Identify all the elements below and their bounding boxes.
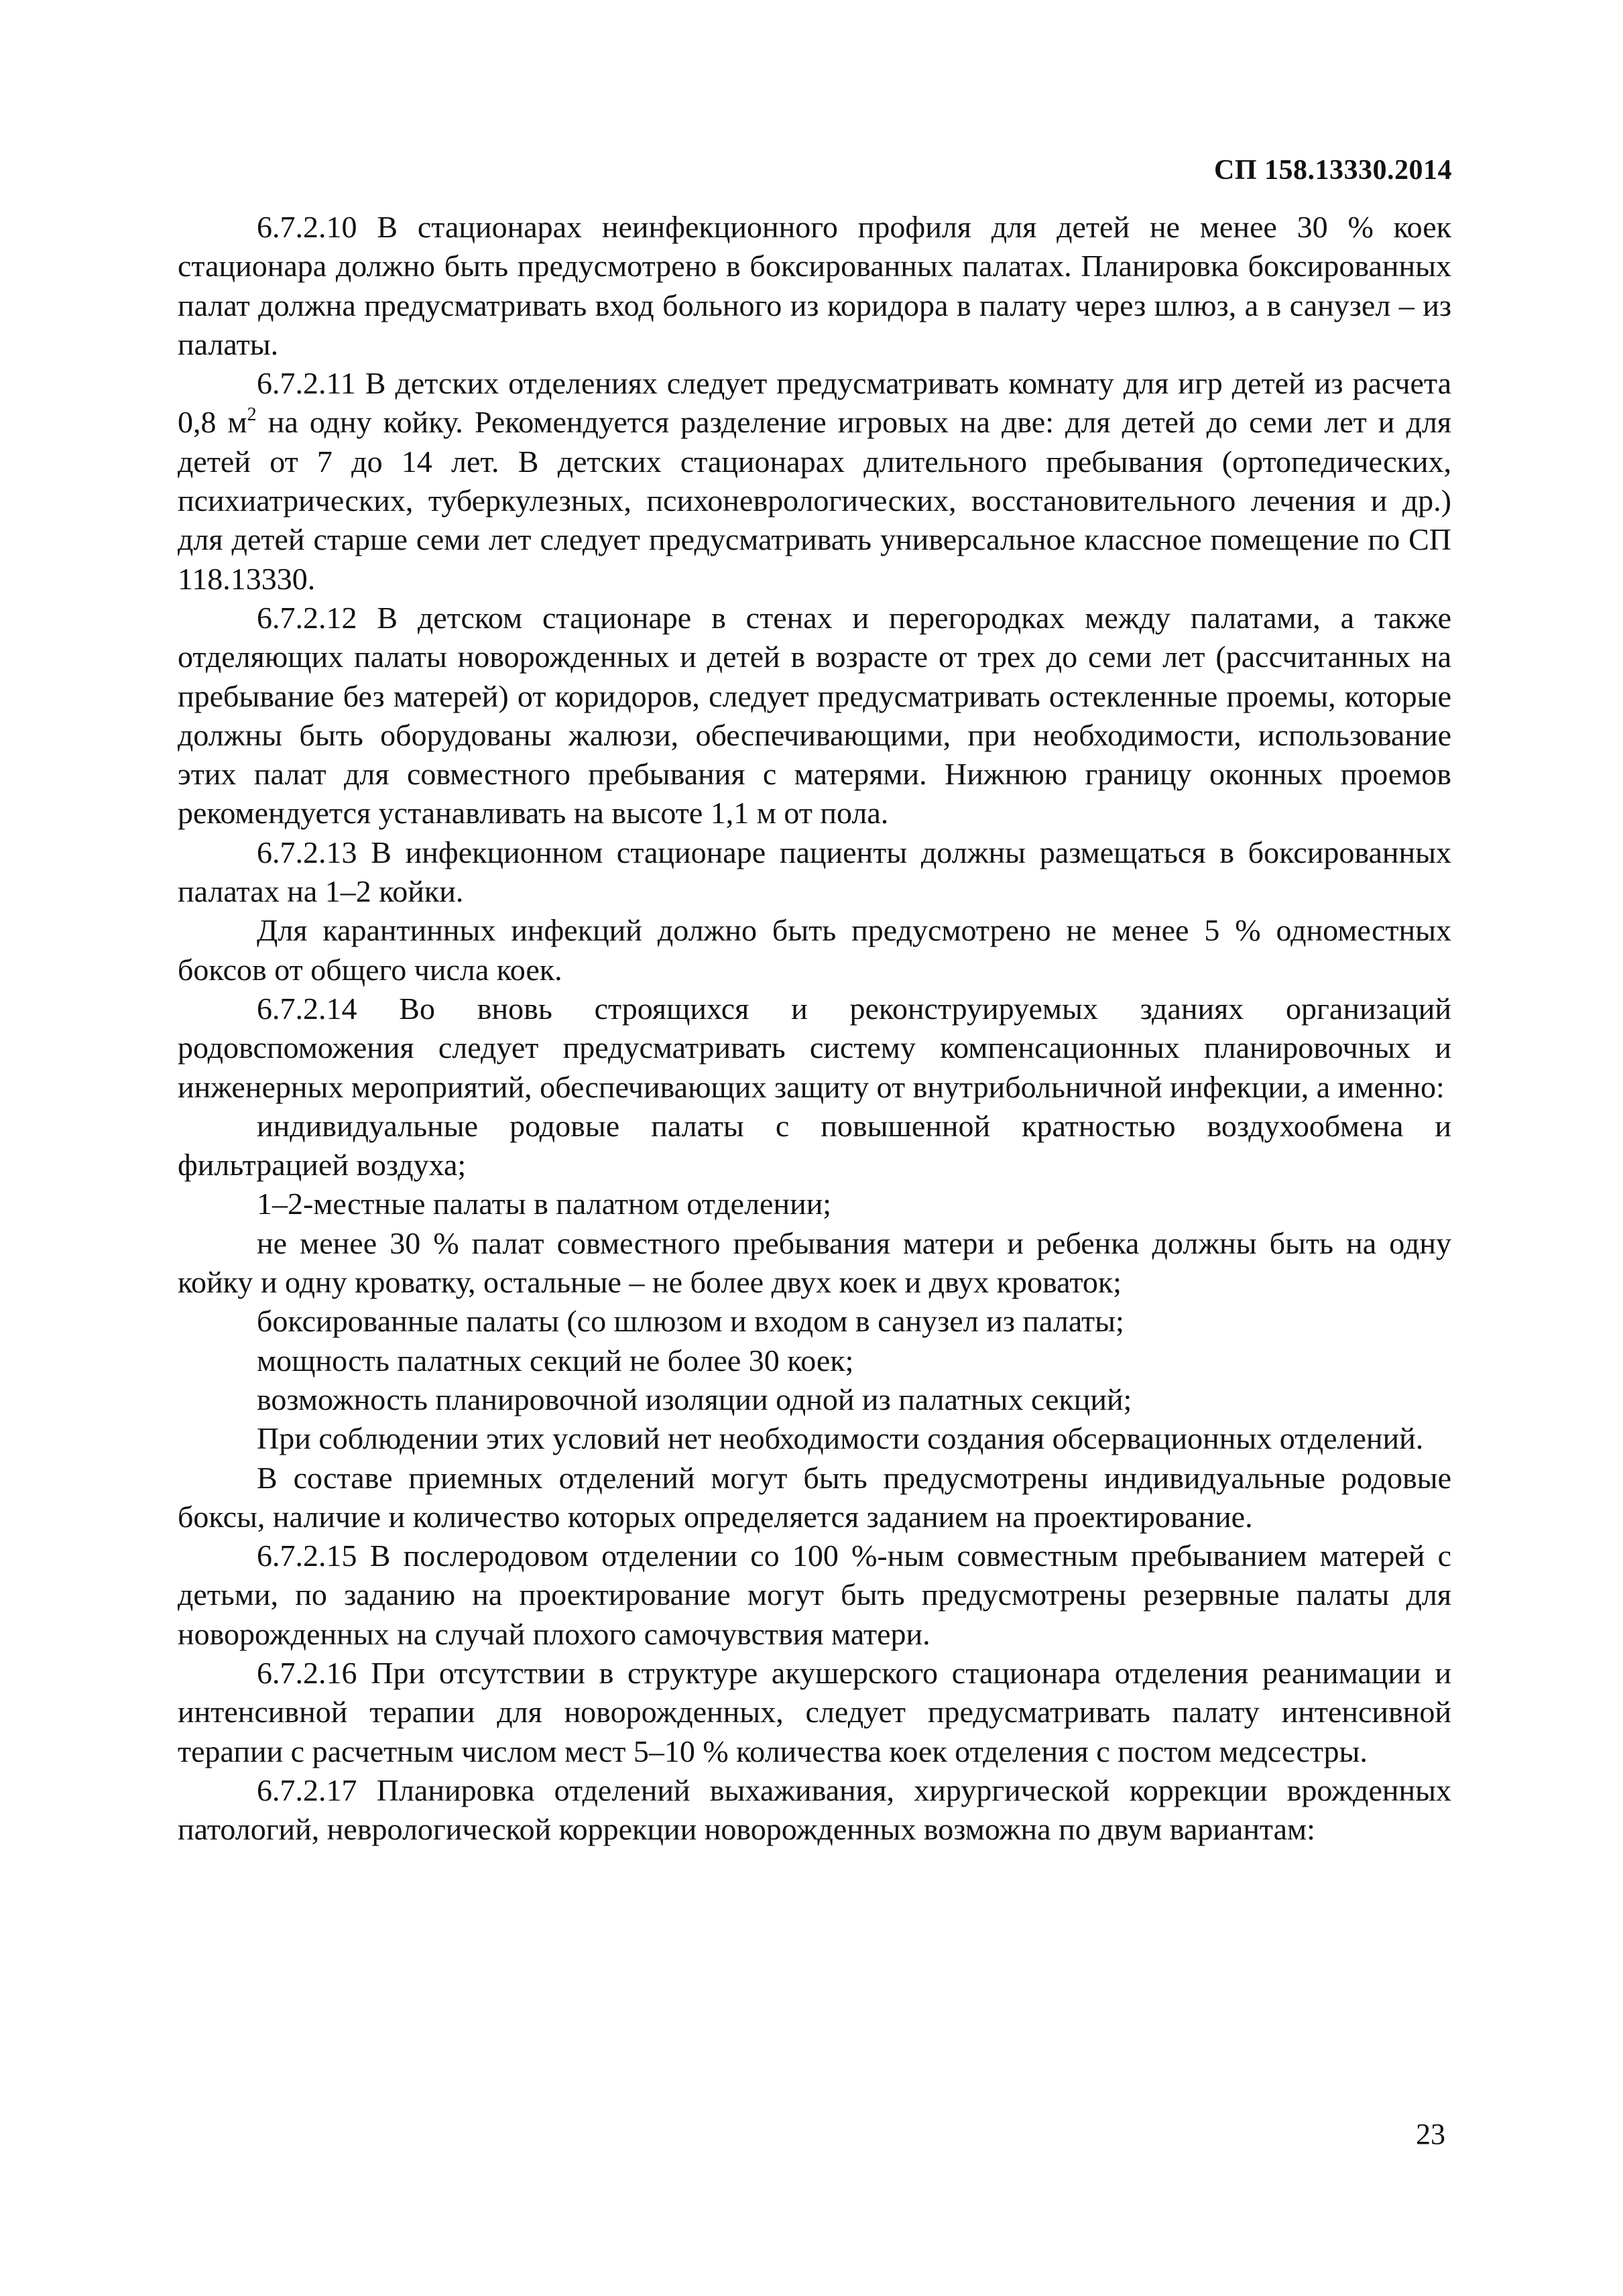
paragraph-6-7-2-16: 6.7.2.16 При отсутствии в структуре акушерского стационара отделения реанимации и интенсивной терапии для новорожденных, следует предусматривать палату интенсивной терапии с расчетным числом мест 5–10 % количества коек отделения с постом медсестры. xyxy=(178,1655,1451,1768)
paragraph-6-7-2-13: 6.7.2.13 В инфекционном стационаре пациенты должны размещаться в боксированных палатах на 1–2 койки. xyxy=(178,835,1451,909)
list-item-boxed-wards: боксированные палаты (со шлюзом и входом в санузел из палаты; xyxy=(257,1304,1124,1339)
paragraph-6-7-2-11-text-start: 6.7.2.11 В детских отделениях следует предусматривать комнату для игр детей из расчета 0,8 м xyxy=(178,366,1451,440)
paragraph-6-7-2-11 xyxy=(178,364,1451,599)
paragraph-reception: В составе приемных отделений могут быть предусмотрены индивидуальные родовые боксы, наличие и количество которых определяется заданием на проектирование. xyxy=(178,1460,1451,1534)
paragraph-6-7-2-12: 6.7.2.12 В детском стационаре в стенах и перегородках между палатами, а также отделяющих палаты новорожденных и детей в возрасте от трех до семи лет (рассчитанных на пребывание без матерей) от коридоров, следует предусматривать остекленные проемы, которые должны быть оборудованы жалюзи, обеспечивающими, при необходимости, использование этих палат для совместного пребывания с матерями. Нижнюю границу оконных проемов рекомендуется устанавливать на высоте 1,1 м от пола. xyxy=(178,600,1451,831)
list-item-capacity: мощность палатных секций не более 30 коек; xyxy=(257,1343,854,1378)
paragraph-6-7-2-17: 6.7.2.17 Планировка отделений выхаживания, хирургической коррекции врожденных патологий, неврологической коррекции новорожденных возможна по двум вариантам: xyxy=(178,1772,1451,1847)
paragraph-quarantine: Для карантинных инфекций должно быть предусмотрено не менее 5 % одноместных боксов от общего числа коек. xyxy=(178,913,1451,987)
page-number: 23 xyxy=(1416,2118,1445,2151)
paragraph-conditions: При соблюдении этих условий нет необходимости создания обсервационных отделений. xyxy=(257,1421,1424,1456)
document-body xyxy=(178,208,1451,1849)
superscript-square: 2 xyxy=(247,404,257,426)
paragraph-6-7-2-15: 6.7.2.15 В послеродовом отделении со 100 %-ным совместным пребыванием матерей с детьми, по заданию на проектирование могут быть предусмотрены резервные палаты для новорожденных на случай плохого самочувствия матери. xyxy=(178,1538,1451,1651)
paragraph-6-7-2-10: 6.7.2.10 В стационарах неинфекционного профиля для детей не менее 30 % коек стационара должно быть предусмотрено в боксированных палатах. Планировка боксированных палат должна предусматривать вход больного из коридора в палату через шлюз, а в санузел – из палаты. xyxy=(178,210,1451,361)
list-item-joint-stay: не менее 30 % палат совместного пребывания матери и ребенка должны быть на одну койку и одну кроватку, остальные – не более двух коек и двух кроваток; xyxy=(178,1225,1451,1300)
list-item-isolation: возможность планировочной изоляции одной из палатных секций; xyxy=(257,1382,1132,1416)
list-item-delivery-rooms: индивидуальные родовые палаты с повышенной кратностью воздухообмена и фильтрацией воздуха; xyxy=(178,1108,1451,1183)
document-code: СП 158.13330.2014 xyxy=(1214,155,1452,186)
list-item-wards: 1–2-местные палаты в палатном отделении; xyxy=(257,1187,832,1221)
paragraph-6-7-2-14: 6.7.2.14 Во вновь строящихся и реконструируемых зданиях организаций родовспоможения следует предусматривать систему компенсационных планировочных и инженерных мероприятий, обеспечивающих защиту от внутрибольничной инфекции, а именно: xyxy=(178,991,1451,1104)
paragraph-6-7-2-11-text-end: на одну койку. Рекомендуется разделение игровых на две: для детей до семи лет и для детей от 7 до 14 лет. В детских стационарах длительного пребывания (ортопедических, психиатрических, туберкулезных, психоневрологических, восстановительного лечения и др.) для детей старше семи лет следует предусматривать универсальное классное помещение по СП 118.13330. xyxy=(178,405,1451,596)
